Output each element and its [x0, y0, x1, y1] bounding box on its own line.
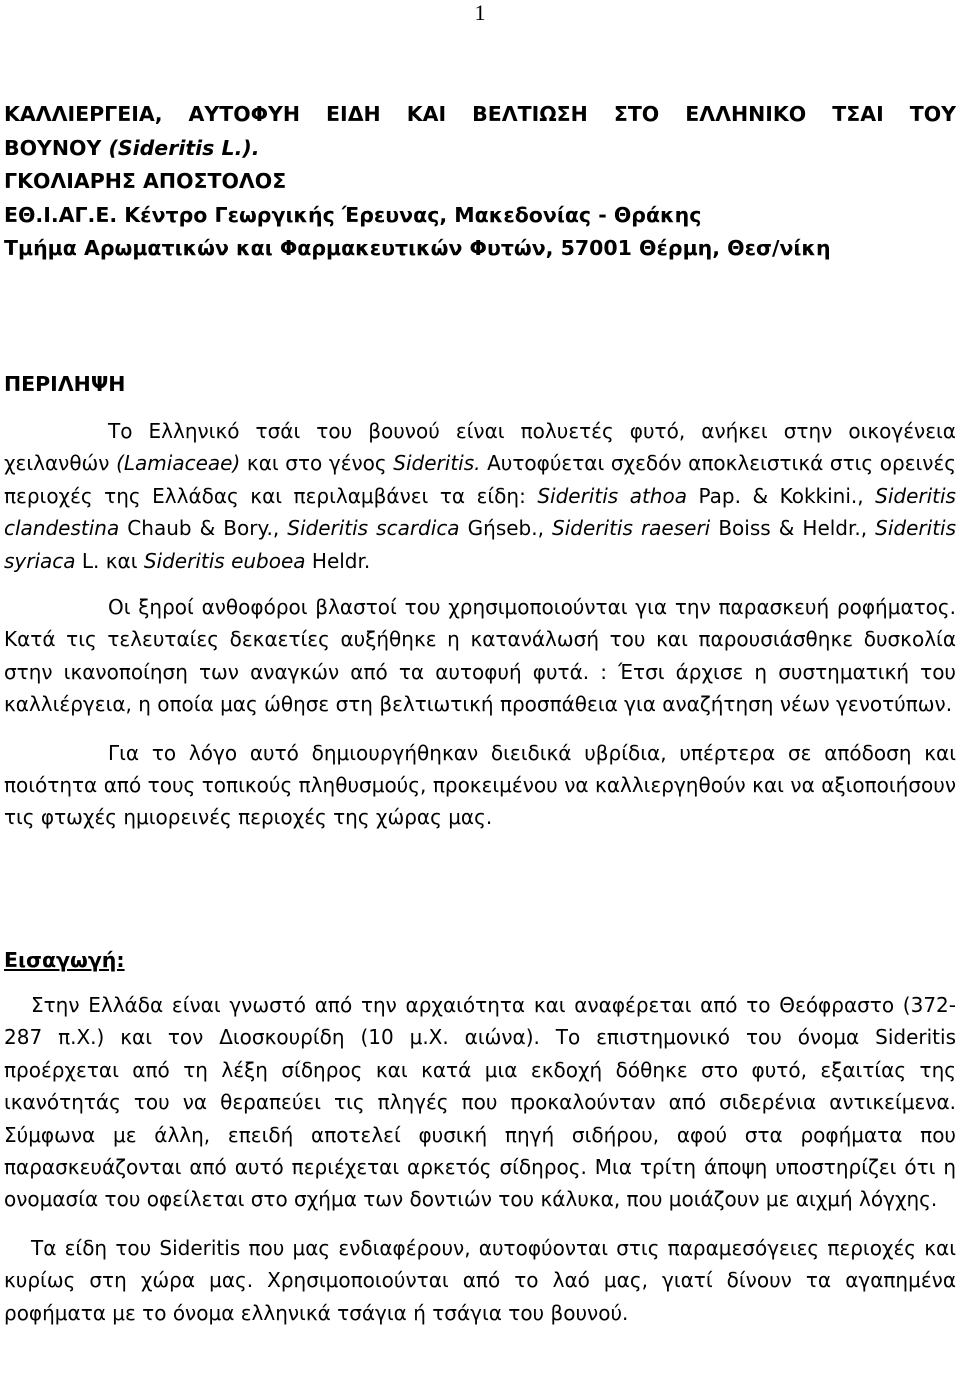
introduction-paragraph-2: Τα είδη του Sideritis που μας ενδιαφέρουν, αυτοφύονται στις παραμεσόγειες περιοχές και κυρίως στη χώρα μας. Χρησιμοποιούνται από το λαό μας, γιατί δίνουν τα αγαπημένα ροφήματα με το όνομα ελληνικά τσάγια ή τσάγια του βουνού.	[4, 1235, 956, 1325]
abstract-heading: ΠΕΡΙΛΗΨΗ	[4, 372, 126, 396]
abstract-paragraph-3: Για το λόγο αυτό δημιουργήθηκαν διειδικά υβρίδια, υπέρτερα σε απόδοση και ποιότητα από τους τοπικούς πληθυσμούς, προκειμένου να καλλιεργηθούν και να αξιοποιήσουν τις φτωχές ημιορεινές περιοχές της χώρας μας.	[4, 740, 956, 830]
abstract-paragraph-2: Οι ξηροί ανθοφόροι βλαστοί του χρησιμοποιούνται για την παρασκευή ροφήματος. Κατά τις τελευταίες δεκαετίες αυξήθηκε η κατανάλωσή του και παρουσιάσθηκε δυσκολία στην ικανοποίηση των αναγκών από τα αυτοφυή φυτά. : Έτσι άρχισε η συστηματική του καλλιέργεια, η οποία μας ώθησε στη βελτιωτική προσπάθεια για αναζήτηση νέων γενοτύπων.	[4, 595, 956, 717]
title-genus: (Sideritis L.).	[108, 135, 260, 160]
affiliation-line-2: Τμήμα Αρωματικών και Φαρμακευτικών Φυτών, 57001 Θέρμη, Θεσ/νίκη	[4, 236, 831, 260]
introduction-heading: Εισαγωγή:	[4, 948, 125, 972]
title-prefix: ΒΟΥΝΟΥ	[4, 135, 109, 160]
affiliation-line-1: ΕΘ.Ι.ΑΓ.Ε. Κέντρο Γεωργικής Έρευνας, Μακεδονίας - Θράκης	[4, 202, 702, 227]
abstract-body	[4, 415, 956, 834]
paper-title-line-2	[4, 132, 956, 166]
introduction-paragraph-1: Στην Ελλάδα είναι γνωστό από την αρχαιότητα και αναφέρεται από το Θεόφραστο (372-287 π.Χ.) και τον Διοσκουρίδη (10 μ.Χ. αιώνα). Το επιστημονικό του όνομα Sideritis προέρχεται από τη λέξη σίδηρος και κατά μια εκδοχή δόθηκε στο φυτό, εξαιτίας της ικανότητάς του να θεραπεύει τις πληγές που προκαλούνταν από σιδερένια αντικείμενα. Σύμφωνα με άλλη, επειδή αποτελεί φυσική πηγή σιδήρου, αφού στα ροφήματα που παρασκευάζονται από αυτό περιέχεται αρκετός σίδηρος. Μια τρίτη άποψη υποστηρίζει ότι η ονομασία του οφείλεται στο σχήμα των δοντιών του κάλυκα, που μοιάζουν με αιχμή λόγχης.	[4, 993, 956, 1212]
abstract-paragraph-1: Το Ελληνικό τσάι του βουνού είναι πολυετές φυτό, ανήκει στην οικογένεια χειλανθών (Lamiaceae) και στο γένος Sideritis. Αυτοφύεται σχεδόν αποκλειστικά στις ορεινές περιοχές της Ελλάδας και περιλαμβάνει τα είδη: Sideritis athoa Pap. & Kokkini., Sideritis clandestina Chaub & Bory., Sideritis scardica Gήseb., Sideritis raeseri Boiss & Heldr., Sideritis syriaca L. και Sideritis euboea Heldr.	[4, 419, 957, 573]
introduction-body	[4, 989, 956, 1329]
paper-header	[4, 98, 956, 266]
author-name: ΓΚΟΛΙΑΡΗΣ ΑΠΟΣΤΟΛΟΣ	[4, 169, 287, 193]
paper-title-line-1: ΚΑΛΛΙΕΡΓΕΙΑ, ΑΥΤΟΦΥΗ ΕΙΔΗ ΚΑΙ ΒΕΛΤΙΩΣΗ ΣΤΟ ΕΛΛΗΝΙΚΟ ΤΣΑΙ ΤΟΥ	[4, 102, 956, 126]
page-number: 1	[474, 0, 486, 25]
